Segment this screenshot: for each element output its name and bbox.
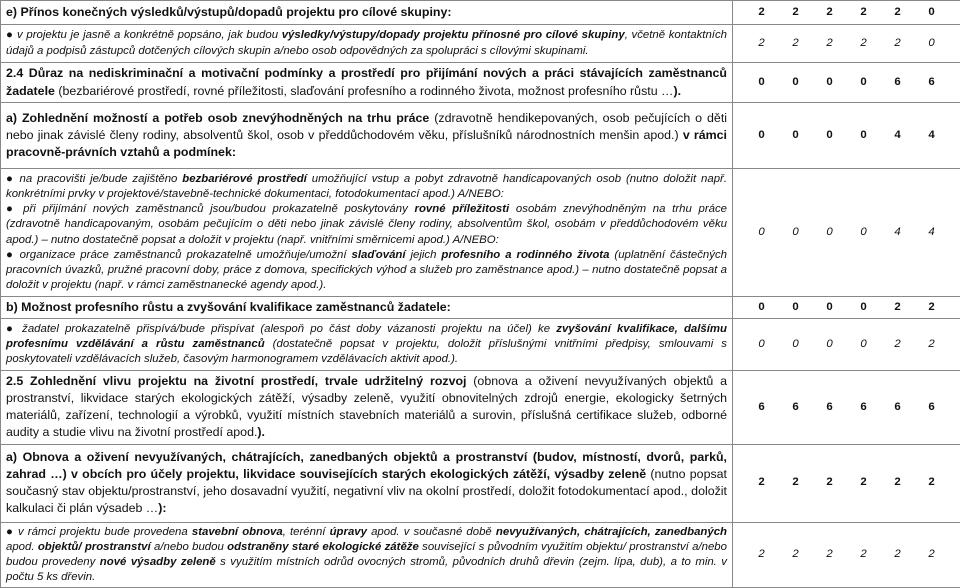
score-value: 2 (745, 475, 779, 490)
score-value: 2 (779, 36, 813, 51)
criterion-text-segment: související s původním využitím objektu/ prostranství a/nebo budou provedeny (6, 541, 727, 568)
score-value: 4 (915, 225, 949, 240)
score-value: 2 (881, 300, 915, 315)
criterion-text-segment: v rámci pracovně-právních vztahů a podmínek: (6, 128, 727, 159)
score-value: 0 (779, 300, 813, 315)
score-value: 2 (847, 475, 881, 490)
criterion-text-segment: objektů/ prostranství (38, 541, 151, 553)
criterion-text-segment: (zdravotně hendikepovaných, osob pečujících o děti nebo jinak závislé členy rodiny, absolventů škol, osob v předdůchodovém věku, příslušníků národnostních menšin apod.) (6, 111, 727, 142)
criterion-scores (733, 522, 960, 588)
criterion-text-segment: 2.4 Důraz na nediskriminační a motivační podmínky a prostředí pro přijímání nových a práci stávajících zaměstnanců žadatele (6, 66, 727, 97)
criterion-text (1, 371, 733, 444)
score-value: 0 (745, 75, 779, 90)
criterion-text-segment: nevyužívaných, chátrajících, zanedbaných (496, 526, 727, 538)
criterion-text-segment: 2.5 Zohlednění vlivu projektu na životní prostředí, trvale udržitelný rozvoj (6, 374, 467, 388)
table-row (1, 297, 960, 319)
criterion-text-segment: úpravy (330, 526, 367, 538)
criterion-text-segment: stavební obnova (192, 526, 283, 538)
score-value: 2 (813, 547, 847, 562)
criterion-text-segment: rovné příležitosti (415, 203, 510, 215)
score-value: 2 (745, 36, 779, 51)
criterion-text (1, 444, 733, 522)
criterion-text-segment: ● při přijímání nových zaměstnanců jsou/budou prokazatelně poskytovány (6, 203, 415, 215)
score-value: 0 (779, 128, 813, 143)
table-row (1, 25, 960, 63)
criterion-scores (733, 444, 960, 522)
score-value: 6 (847, 400, 881, 415)
score-value: 2 (745, 5, 779, 20)
score-value: 0 (813, 128, 847, 143)
table-row (1, 444, 960, 522)
score-value: 2 (779, 547, 813, 562)
score-value: 0 (847, 225, 881, 240)
score-value: 6 (915, 400, 949, 415)
score-value: 0 (813, 225, 847, 240)
criterion-text-segment: , včetně kontaktních údajů a podpisů zástupců dotčených cílových skupin a/nebo osob odpovědných za spolupráci s cílovými skupinami. (6, 29, 727, 56)
score-value: 0 (745, 300, 779, 315)
criterion-scores (733, 25, 960, 63)
criterion-text-segment: ● v projektu je jasně a konkrétně popsáno, jak budou (6, 29, 282, 41)
criterion-text-segment: ): (158, 501, 166, 515)
criterion-text-segment: výsledky/výstupy/dopady projektu přínosné pro cílové skupiny (282, 29, 625, 41)
score-value: 0 (847, 128, 881, 143)
score-value: 2 (915, 475, 949, 490)
score-value: 2 (915, 337, 949, 352)
criterion-scores (733, 1, 960, 25)
criterion-text-segment: a) Zohlednění možností a potřeb osob znevýhodněných na trhu práce (6, 111, 429, 125)
criterion-text-segment: slaďování (352, 249, 406, 261)
table-row (1, 169, 960, 297)
table-row (1, 103, 960, 169)
score-value: 6 (745, 400, 779, 415)
criterion-text-segment: (obnova a oživení nevyužívaných objektů a prostranství, likvidace starých ekologických zátěží, výsadby zeleně, využití obnovitelných zdrojů energie, ekologicky šetrných materiálů, zařízení, technologií a výrobků, využití místních stavebních materiálů a surovin, příslušná certifikace služeb, odborné audity a studie vlivu na životní prostředí apod. (6, 374, 727, 439)
criterion-text-segment: , terénní (283, 526, 330, 538)
criterion-text-segment: ● žadatel prokazatelně přispívá/bude přispívat (alespoň po část doby vázanosti projektu na účel) ke (6, 323, 556, 335)
score-value: 0 (847, 300, 881, 315)
criterion-text: e) Přínos konečných výsledků/výstupů/dopadů projektu pro cílové skupiny: (1, 1, 733, 25)
score-value: 0 (745, 225, 779, 240)
criterion-text-segment: (dostatečně popsat v projektu, doložit příslušnými vnitřními předpisy, smlouvami s poskytovateli vzdělávacích služeb, časovým harmonogramem vzdělávacích aktivit apod.). (6, 338, 727, 365)
score-value: 2 (779, 475, 813, 490)
score-value: 0 (915, 36, 949, 51)
score-value: 4 (915, 128, 949, 143)
score-value: 0 (779, 75, 813, 90)
criterion-text: b) Možnost profesního růstu a zvyšování kvalifikace zaměstnanců žadatele: (1, 297, 733, 319)
criterion-text-segment: ● na pracovišti je/bude zajištěno (6, 173, 182, 185)
table-row (1, 371, 960, 444)
criterion-text-segment: apod. (6, 541, 38, 553)
criterion-scores (733, 297, 960, 319)
score-value: 0 (745, 128, 779, 143)
criterion-text-segment: nové výsadby zeleně (100, 556, 216, 568)
criterion-text-segment: zvyšování kvalifikace, dalšímu profesnímu vzdělávání a růstu zaměstnanců (6, 323, 727, 350)
score-value: 2 (881, 547, 915, 562)
score-value: 0 (915, 5, 949, 20)
score-value: 2 (847, 36, 881, 51)
score-value: 2 (847, 547, 881, 562)
criterion-text-segment: a) Obnova a oživení nevyužívaných, chátrajících, zanedbaných objektů a prostranství (budov, místností, dvorů, parků, zahrad …) v obcích pro účely projektu, likvidace souvisejících starých ekologických zátěží, výsadby zeleně (6, 450, 727, 481)
score-value: 0 (813, 337, 847, 352)
criterion-text-segment: osobám znevýhodněným na trhu práce (zdravotně handicapovaným, osobám pečujícím o děti nebo jinak závislé členy rodiny, absolventům škol, osobám v předdůchodovém věku apod.) – nutno dostatečně popsat a doložit v projektu (např. vnitřními směrnicemi apod.) A/NEBO: (6, 203, 727, 245)
criterion-text-segment: s využitím místních odrůd ovocných stromů, původních druhů dřevin (zejm. lípa, dub), a to min. v počtu 5 ks dřevin. (6, 556, 727, 583)
score-value: 6 (779, 400, 813, 415)
criterion-text-segment: odstraněny staré ekologické zátěže (227, 541, 419, 553)
criterion-text-segment: (nutno popsat současný stav objektu/prostranství, jeho dosavadní využití, negativní vliv na okolní prostředí, doložit fotodokumentací apod., doložit kalkulaci či plán výsadeb … (6, 467, 727, 515)
score-value: 2 (813, 5, 847, 20)
criterion-text-segment: ). (257, 425, 265, 439)
table-row (1, 63, 960, 103)
score-value: 0 (847, 75, 881, 90)
criterion-text (1, 319, 733, 371)
criterion-scores (733, 63, 960, 103)
score-value: 2 (881, 5, 915, 20)
score-value: 0 (813, 300, 847, 315)
score-value: 4 (881, 128, 915, 143)
score-value: 2 (881, 337, 915, 352)
criterion-text-segment: profesního a rodinného života (441, 249, 609, 261)
criterion-text (1, 169, 733, 297)
criterion-text-segment: a/nebo budou (151, 541, 227, 553)
score-value: 0 (779, 225, 813, 240)
criterion-text (1, 522, 733, 588)
score-value: 0 (779, 337, 813, 352)
score-value: 2 (813, 475, 847, 490)
criterion-text (1, 103, 733, 169)
criterion-text (1, 63, 733, 103)
score-value: 0 (813, 75, 847, 90)
score-value: 2 (881, 36, 915, 51)
table-row (1, 522, 960, 588)
criterion-text (1, 25, 733, 63)
criterion-text-segment: (bezbariérové prostředí, rovné příležitosti, slaďování profesního a rodinného života, možnost profesního růstu … (55, 84, 674, 98)
score-value: 2 (745, 547, 779, 562)
criterion-scores (733, 103, 960, 169)
score-value: 0 (745, 337, 779, 352)
score-value: 0 (847, 337, 881, 352)
score-value: 2 (779, 5, 813, 20)
score-value: 2 (881, 475, 915, 490)
table-row (1, 319, 960, 371)
criterion-text-segment: ). (673, 84, 681, 98)
table-row (1, 1, 960, 25)
score-value: 6 (915, 75, 949, 90)
criterion-text-segment: ● v rámci projektu bude provedena (6, 526, 192, 538)
score-value: 4 (881, 225, 915, 240)
criterion-text-segment: jejich (406, 249, 442, 261)
criterion-scores (733, 169, 960, 297)
criterion-text-segment: apod. v současné době (367, 526, 496, 538)
criterion-text-segment: ● organizace práce zaměstnanců prokazatelně umožňuje/umožní (6, 249, 352, 261)
score-value: 2 (915, 547, 949, 562)
score-value: 2 (813, 36, 847, 51)
criterion-scores (733, 319, 960, 371)
score-value: 6 (881, 75, 915, 90)
score-value: 6 (813, 400, 847, 415)
score-value: 2 (915, 300, 949, 315)
criterion-text-segment: bezbariérové prostředí (182, 173, 307, 185)
score-value: 2 (847, 5, 881, 20)
criterion-scores (733, 371, 960, 444)
criterion-text-segment: (uplatnění částečných pracovních úvazků, pružné pracovní doby, práce z domova, specifických výhod a služeb pro zaměstnance apod.) – nutno dostatečně popsat a doložit v projektu (např. v rámci zaměstnanecké agendy apod.). (6, 249, 727, 291)
criterion-text-segment: umožňující vstup a pobyt zdravotně handicapovaných osob (nutno doložit např. konkrétními prvky v projektové/stavebně-technické dokumentaci, fotodokumentací apod.) A/NEBO: (6, 173, 727, 200)
score-value: 6 (881, 400, 915, 415)
